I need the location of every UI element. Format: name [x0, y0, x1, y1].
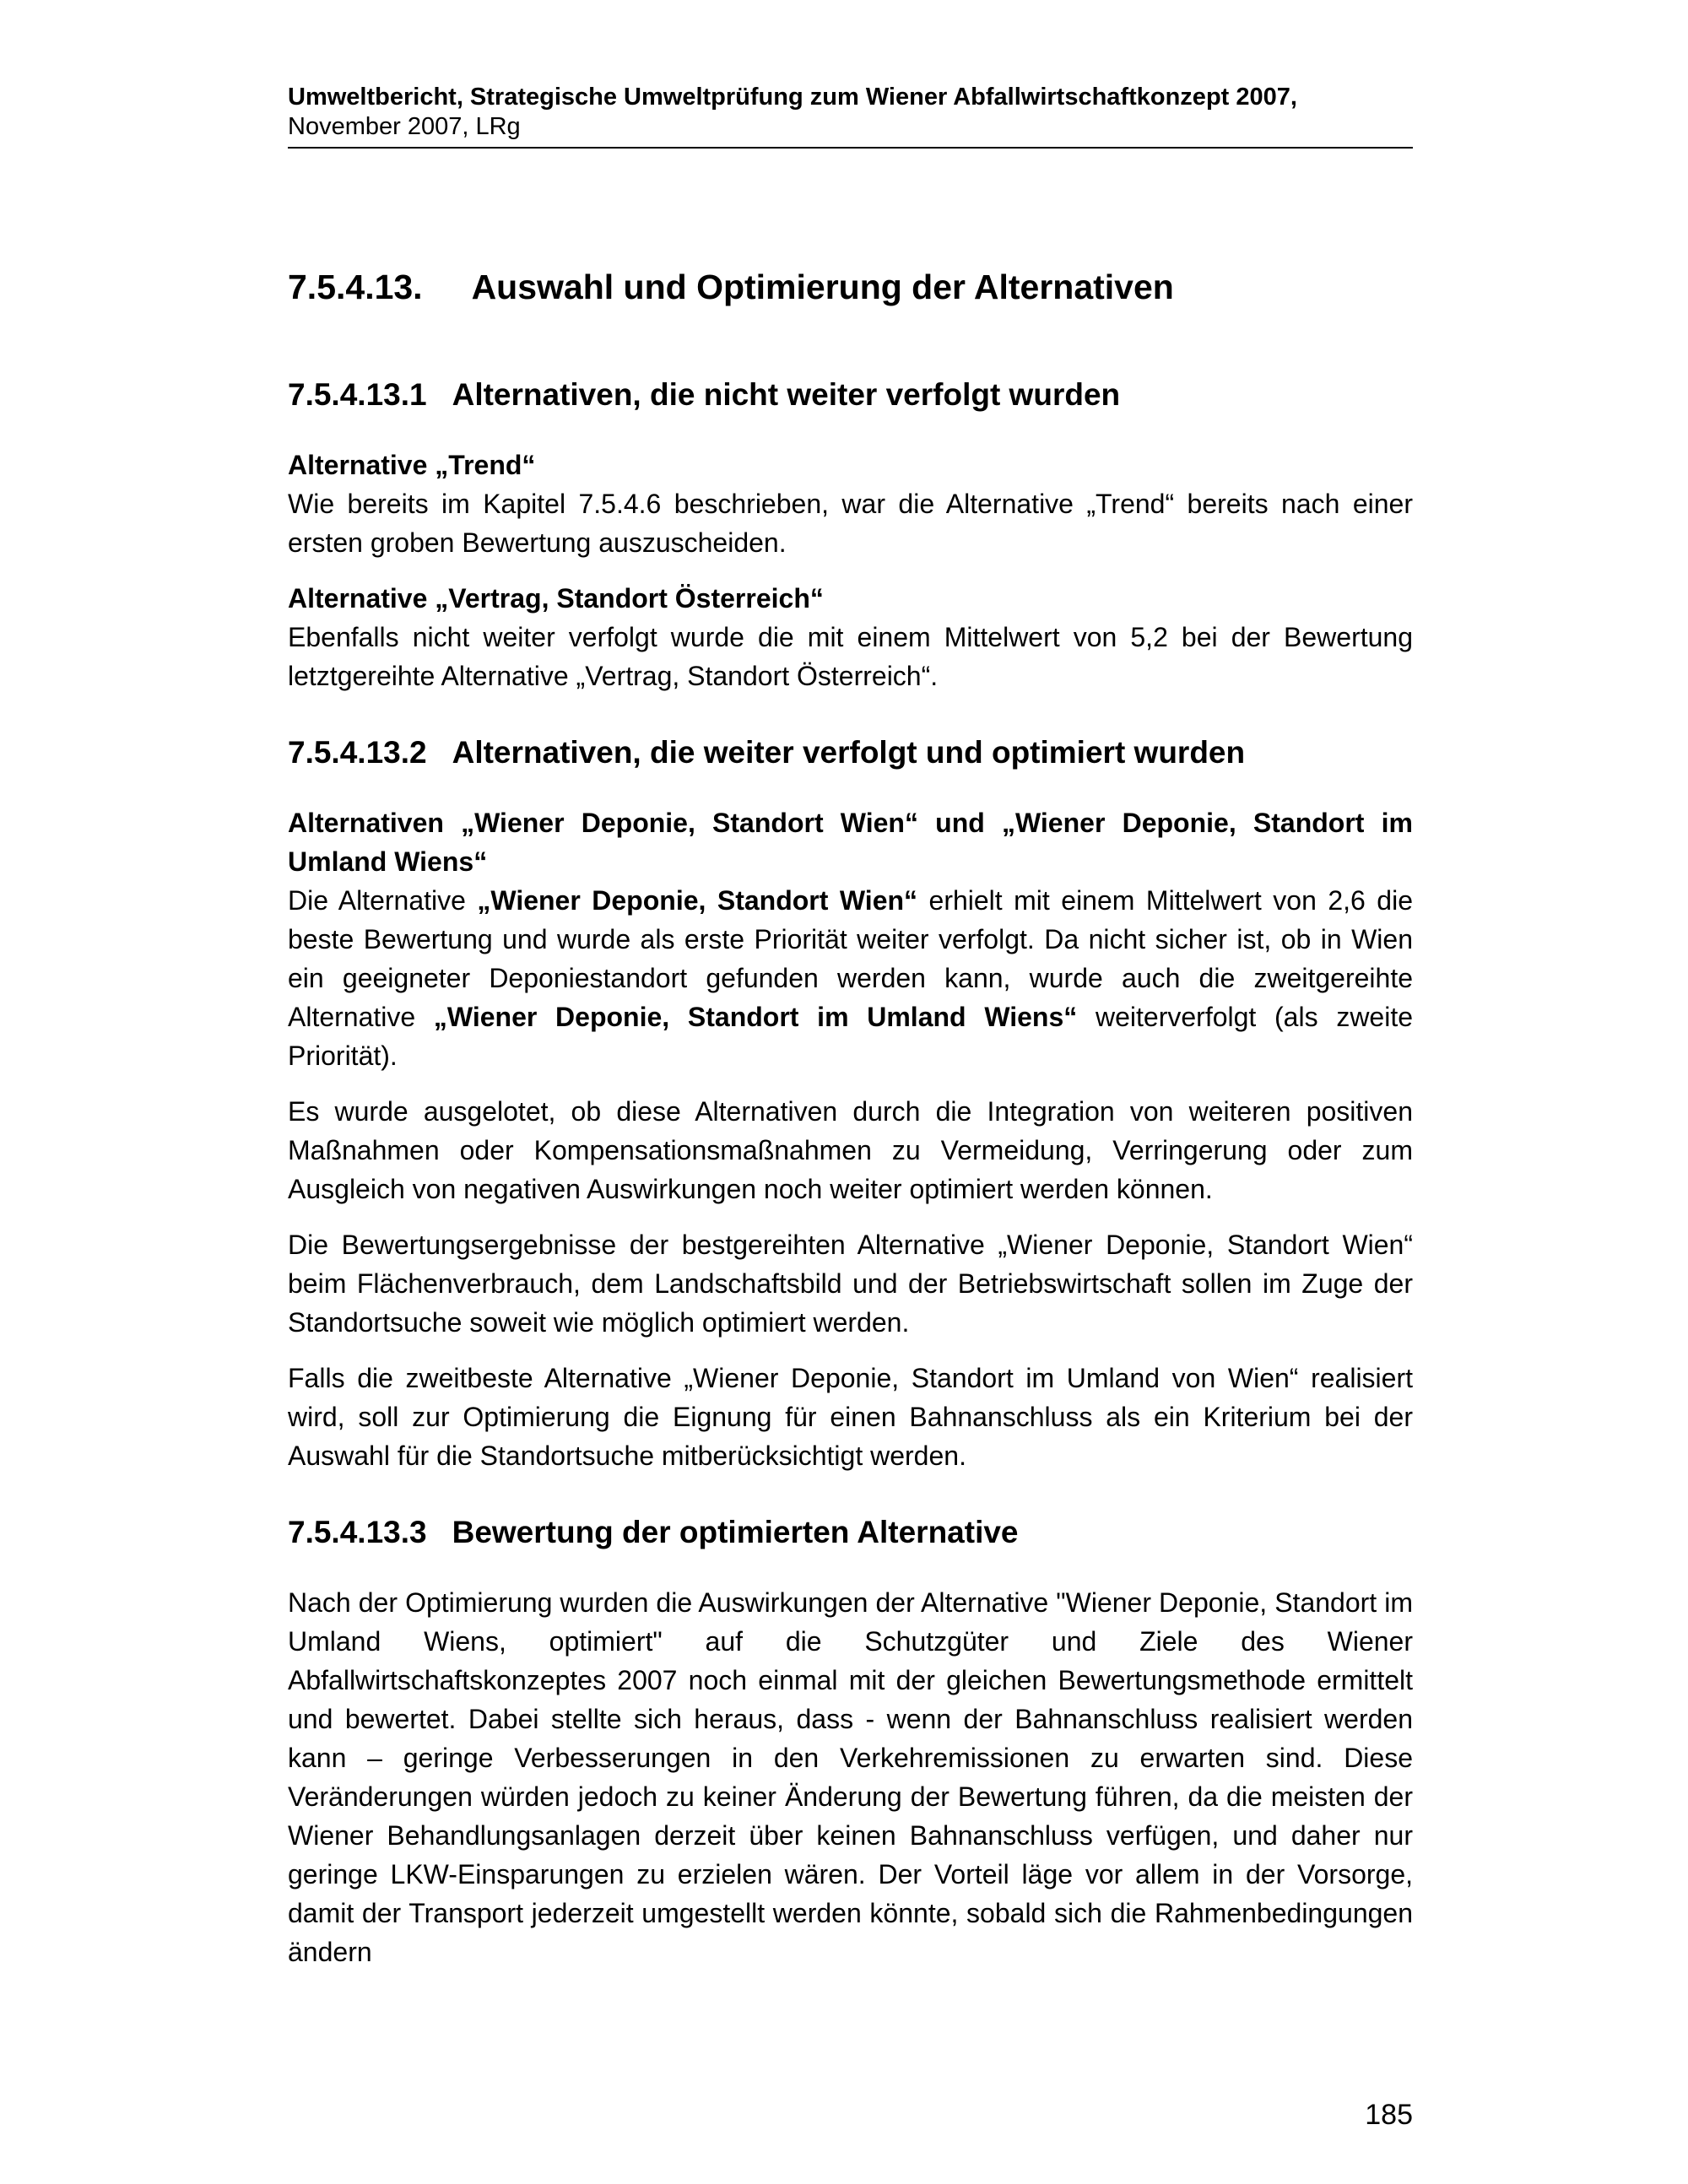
main-heading-number: 7.5.4.13.: [288, 268, 423, 306]
section-heading-3: [288, 1512, 1413, 1553]
section-heading-1: [288, 375, 1413, 415]
text-run-bold: „Wiener Deponie, Standort Wien“: [477, 885, 918, 916]
section-heading-2: [288, 733, 1413, 773]
section-heading-3-number: 7.5.4.13.3: [288, 1515, 427, 1549]
section-heading-1-title: Alternativen, die nicht weiter verfolgt wurden: [452, 377, 1121, 412]
main-heading-title: Auswahl und Optimierung der Alternativen: [471, 268, 1174, 306]
paragraph-zweitbeste: Falls die zweitbeste Alternative „Wiener Deponie, Standort im Umland von Wien“ realisiert wird, soll zur Optimierung die Eignung für einen Bahnanschluss als ein Kriterium bei der Auswahl für die Standortsuche mitberücksichtigt werden.: [288, 1363, 1413, 1471]
section-heading-1-number: 7.5.4.13.1: [288, 377, 427, 412]
page-content: [288, 149, 1413, 1988]
header-subtitle: November 2007, LRg: [288, 113, 521, 140]
main-heading: [288, 265, 1413, 309]
paragraph-bewertung-optimiert: Nach der Optimierung wurden die Auswirkungen der Alternative "Wiener Deponie, Standort im Umland Wiens, optimiert" auf die Schutzgüter und Ziele des Wiener Abfallwirtschaftskonzeptes 2007 noch einmal mit der gleichen Bewertungsmethode ermittelt und bewertet. Dabei stellte sich heraus, dass - wenn der Bahnanschluss realisiert werden kann – geringe Verbesserungen in den Verkehremissionen zu erwarten sind. Diese Veränderungen würden jedoch zu keiner Änderung der Bewertung führen, da die meisten der Wiener Behandlungsanlagen derzeit über keinen Bahnanschluss verfügen, und daher nur geringe LKW-Einsparungen zu erzielen wären. Der Vorteil läge vor allem in der Vorsorge, damit der Transport jederzeit umgestellt werden könnte, sobald sich die Rahmenbedingungen ändern: [288, 1587, 1413, 1967]
section-heading-2-number: 7.5.4.13.2: [288, 735, 427, 770]
paragraph-vertrag: Ebenfalls nicht weiter verfolgt wurde die mit einem Mittelwert von 5,2 bei der Bewertung letztgereihte Alternative „Vertrag, Standort Österreich“.: [288, 622, 1413, 691]
text-run: weiterverfolgt (als zweite Priorität).: [288, 1002, 1414, 1071]
text-run: Die Alternative: [288, 885, 478, 916]
section-heading-2-title: Alternativen, die weiter verfolgt und optimiert wurden: [452, 735, 1246, 770]
paragraph-priority: [288, 881, 1413, 1075]
paragraph-ausgelotet: Es wurde ausgelotet, ob diese Alternativen durch die Integration von weiteren positiven Maßnahmen oder Kompensationsmaßnahmen zu Vermeidung, Verringerung oder zum Ausgleich von negativen Auswirkungen noch weiter optimiert werden können.: [288, 1096, 1413, 1204]
paragraph-trend: Wie bereits im Kapitel 7.5.4.6 beschrieben, war die Alternative „Trend“ bereits nach einer ersten groben Bewertung auszuscheiden.: [288, 489, 1413, 558]
page-number: 185: [1365, 2099, 1413, 2131]
section-heading-3-title: Bewertung der optimierten Alternative: [452, 1515, 1019, 1549]
paragraph-bewertungsergebnisse: Die Bewertungsergebnisse der bestgereihten Alternative „Wiener Deponie, Standort Wien“ beim Flächenverbrauch, dem Landschaftsbild und der Betriebswirtschaft sollen im Zuge der Standortsuche soweit wie möglich optimiert werden.: [288, 1230, 1413, 1338]
text-run: erhielt mit einem Mittelwert von 2,6 die beste Bewertung und wurde als erste Priorität weiter verfolgt. Da nicht sicher ist, ob in Wien ein geeigneter Deponiestandort gefunden werden kann, wurde auch die zweitgereihte Alternative: [288, 885, 1414, 1032]
label-alternativen-deponie: Alternativen „Wiener Deponie, Standort Wien“ und „Wiener Deponie, Standort im Umland Wiens“: [288, 808, 1413, 877]
label-alternative-trend: Alternative „Trend“: [288, 450, 536, 480]
label-alternative-vertrag: Alternative „Vertrag, Standort Österreich“: [288, 583, 824, 614]
page-header: [288, 83, 1413, 149]
text-run-bold: „Wiener Deponie, Standort im Umland Wiens“: [433, 1002, 1078, 1032]
header-title: Umweltbericht, Strategische Umweltprüfung zum Wiener Abfallwirtschaftkonzept 2007,: [288, 84, 1297, 111]
